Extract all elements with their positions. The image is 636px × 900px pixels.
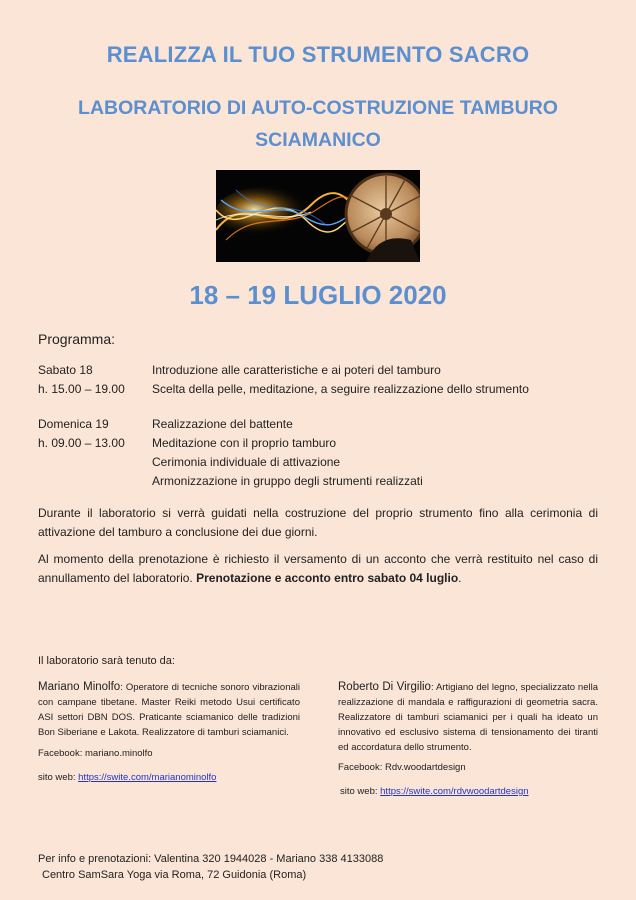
booking-paragraph (38, 550, 598, 588)
website-link-mariano[interactable]: https://swite.com/marianominolfo (78, 772, 217, 783)
day2-label: Domenica 19 (38, 417, 109, 431)
day2-item: Armonizzazione in gruppo degli strumenti realizzati (152, 474, 423, 488)
main-title: REALIZZA IL TUO STRUMENTO SACRO (106, 42, 530, 67)
website-mariano (38, 772, 216, 783)
teachers-intro: Il laboratorio sarà tenuto da: (38, 655, 175, 667)
drum-photo (216, 170, 420, 262)
subtitle (0, 92, 636, 156)
programma-heading: Programma: (38, 331, 116, 347)
teacher-bio-roberto (338, 680, 598, 755)
site-label: sito web: (38, 772, 79, 783)
day1-item: Introduzione alle caratteristiche e ai poteri del tamburo (152, 363, 441, 377)
website-link-roberto[interactable]: https://swite.com/rdvwoodartdesign (380, 786, 529, 797)
booking-end: . (458, 571, 462, 585)
day1-item: Scelta della pelle, meditazione, a seguire realizzazione dello strumento (152, 382, 529, 396)
description-paragraph: Durante il laboratorio si verrà guidati nella costruzione del proprio strumento fino alla cerimonia di attivazione del tamburo a conclusione dei due giorni. (38, 506, 598, 539)
facebook-roberto: Facebook: Rdv.woodartdesign (338, 762, 466, 773)
day2-item: Realizzazione del battente (152, 417, 293, 431)
site-label: sito web: (340, 786, 381, 797)
day2-hours: h. 09.00 – 13.00 (38, 436, 125, 450)
teacher-name: Roberto Di Virgilio (338, 681, 431, 693)
website-roberto (340, 786, 529, 797)
teacher-desc: : Artigiano del legno, specializzato nella realizzazione di mandala e raffigurazioni di geometria sacra. Realizzatore di tamburi sciamanici per i quali ha ideato un innovativo ed esclusivo sistema di tensionamento dei tiranti ed accordatura dello strumento. (338, 682, 598, 753)
venue-address: Centro SamSara Yoga via Roma, 72 Guidonia (Roma) (42, 869, 307, 881)
booking-deadline: Prenotazione e acconto entro sabato 04 luglio (196, 571, 459, 585)
contact-info: Per info e prenotazioni: Valentina 320 1944028 - Mariano 338 4133088 (38, 853, 384, 865)
teacher-bio-mariano (38, 680, 300, 740)
teacher-name: Mariano Minolfo (38, 681, 121, 693)
teacher-desc: : Operatore di tecniche sonoro vibrazionali con campane tibetane. Master Reiki metodo Usui certificato ASI settori DBN DOS. Praticante sciamanico delle tradizioni Bon Siberiane e Lakota. Realizzatore di tamburi sciamanici. (38, 682, 300, 738)
booking-text: Al momento della prenotazione è richiesto il versamento di un acconto che verrà restituito nel caso di annullamento del laboratorio. (38, 552, 598, 585)
day2-item: Cerimonia individuale di attivazione (152, 455, 341, 469)
event-date: 18 – 19 LUGLIO 2020 (189, 280, 447, 310)
subtitle-line-1: LABORATORIO DI AUTO-COSTRUZIONE TAMBURO (78, 97, 558, 119)
day2-item: Meditazione con il proprio tamburo (152, 436, 337, 450)
day1-hours: h. 15.00 – 19.00 (38, 382, 125, 396)
day1-label: Sabato 18 (38, 363, 93, 377)
facebook-mariano: Facebook: mariano.minolfo (38, 748, 153, 759)
subtitle-line-2: SCIAMANICO (255, 129, 381, 151)
